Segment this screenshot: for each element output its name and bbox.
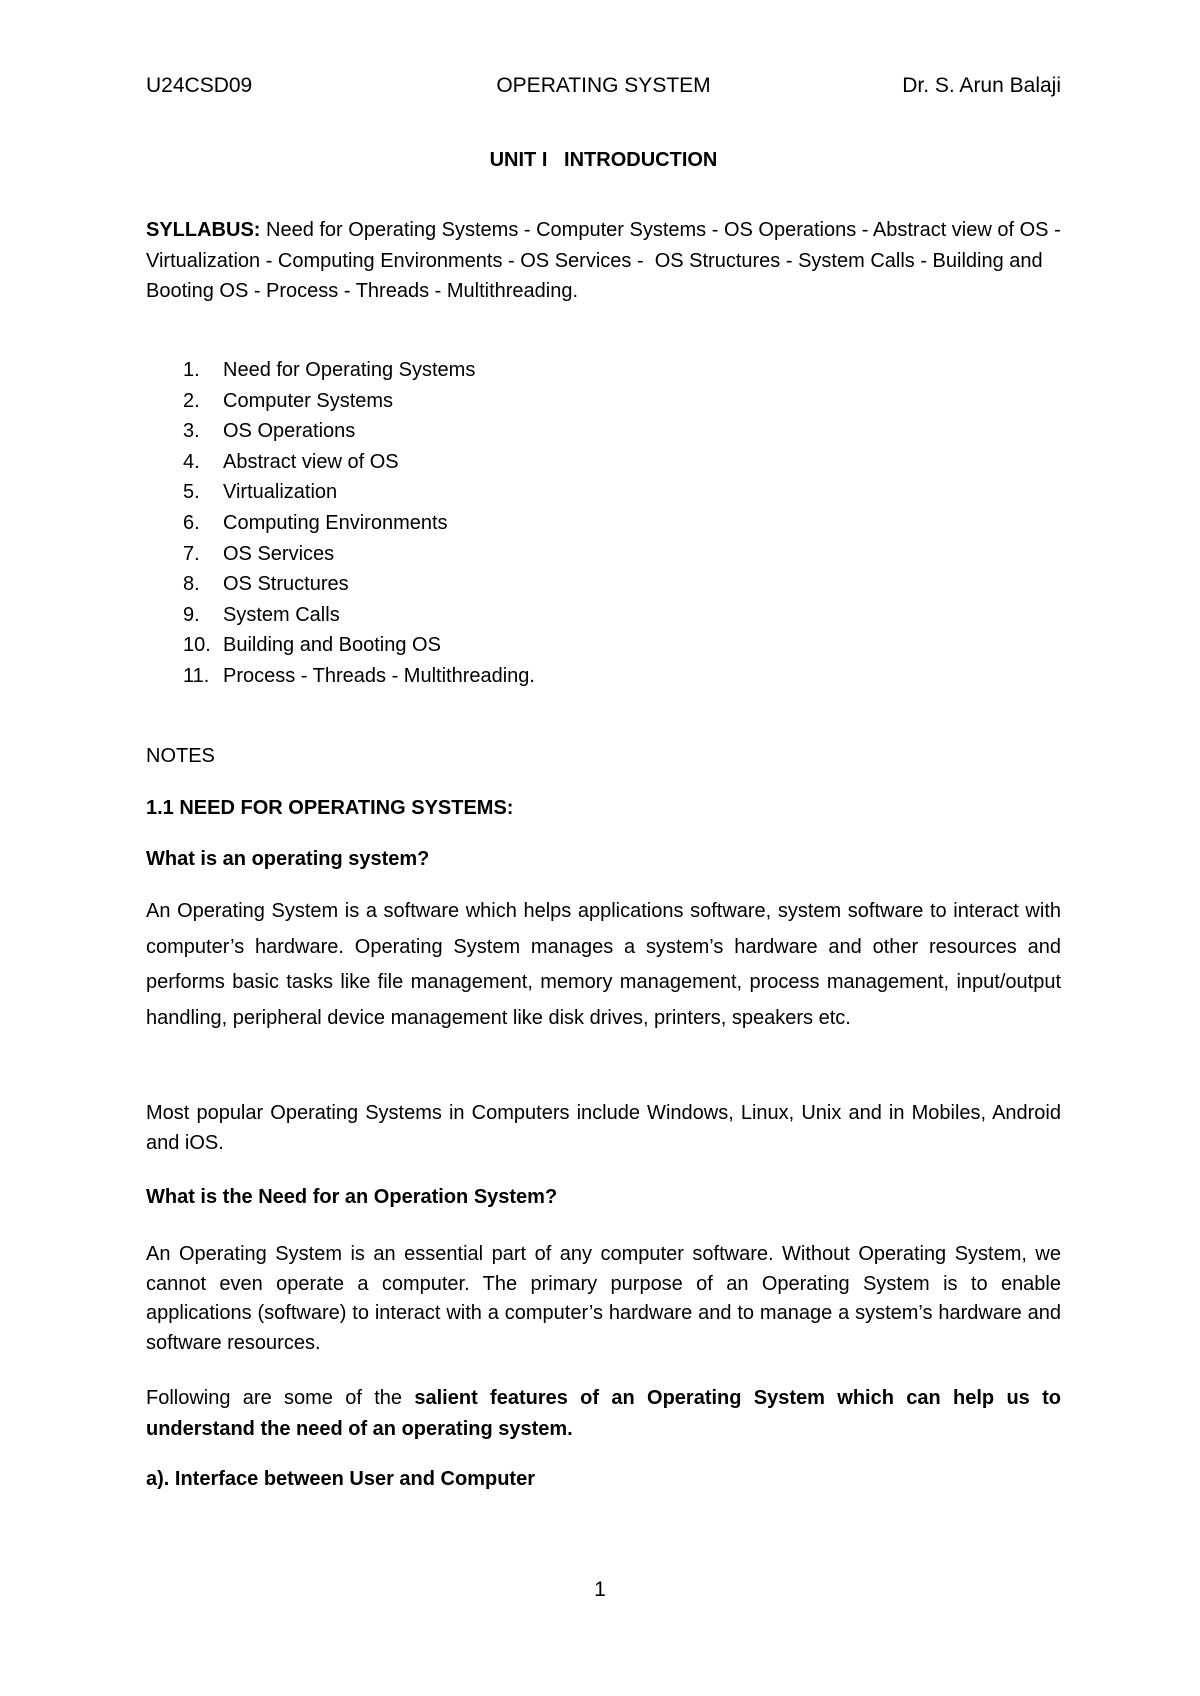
list-item: [183, 661, 535, 692]
list-item: [183, 569, 535, 600]
question-heading: What is an operating system?: [146, 848, 430, 870]
list-item-number: 8.: [183, 573, 200, 596]
list-item-number: 7.: [183, 542, 200, 565]
list-item: [183, 539, 535, 570]
list-item-label: Need for Operating Systems: [223, 359, 476, 381]
list-item-label: Abstract view of OS: [223, 450, 399, 473]
list-item-number: 6.: [183, 511, 200, 534]
list-item: [183, 386, 535, 417]
list-item: [183, 416, 535, 447]
list-item-number: 4.: [183, 450, 200, 473]
unit-title: UNIT I INTRODUCTION: [489, 149, 718, 171]
list-item-number: 5.: [183, 481, 200, 504]
list-item: [183, 600, 535, 631]
list-item-label: Computer Systems: [223, 389, 394, 412]
list-item-number: 3.: [183, 420, 200, 443]
features-intro-paragraph: [146, 1383, 1061, 1444]
list-item-number: 11.: [183, 664, 210, 687]
page-header: [146, 74, 1061, 104]
list-item-label: Computing Environments: [223, 511, 448, 534]
definition-paragraph: An Operating System is a software which helps applications software, system software to interact with computer’s hardware. Operating System manages a system’s hardware and other resources and performs basic tasks like file management, memory management, process management, input/output handling, peripheral device management like disk drives, printers, speakers etc.: [146, 900, 1061, 1029]
features-intro-lead: Following are some of the: [146, 1387, 415, 1409]
sub-heading: a). Interface between User and Computer: [146, 1468, 535, 1490]
list-item: [183, 630, 535, 661]
list-item-label: System Calls: [223, 603, 340, 626]
list-item-label: Process - Threads - Multithreading.: [223, 664, 535, 687]
course-title: OPERATING SYSTEM: [496, 74, 711, 97]
syllabus-paragraph: [146, 215, 1067, 307]
list-item-label: Virtualization: [223, 481, 338, 504]
list-item: [183, 508, 535, 539]
topic-list: [183, 355, 535, 692]
list-item-number: 1.: [183, 359, 200, 381]
need-paragraph: An Operating System is an essential part of any computer software. Without Operating System, we cannot even operate a computer. The primary purpose of an Operating System is to enable applications (software) to interact with a computer’s hardware and to manage a system’s hardware and software resources.: [146, 1243, 1061, 1354]
list-item-label: OS Structures: [223, 573, 349, 596]
notes-label: NOTES: [146, 745, 215, 767]
popular-os-paragraph: Most popular Operating Systems in Computers include Windows, Linux, Unix and in Mobiles, Android and iOS.: [146, 1102, 1061, 1154]
author-name: Dr. S. Arun Balaji: [902, 74, 1061, 97]
list-item-label: OS Operations: [223, 420, 356, 443]
course-code: U24CSD09: [146, 74, 253, 97]
list-item: [183, 355, 535, 386]
list-item-label: Building and Booting OS: [223, 634, 441, 657]
syllabus-label: SYLLABUS:: [146, 219, 261, 241]
list-item-label: OS Services: [223, 542, 335, 565]
page-number: 1: [594, 1578, 606, 1601]
list-item-number: 10.: [183, 634, 211, 657]
section-heading: 1.1 NEED FOR OPERATING SYSTEMS:: [146, 797, 514, 819]
list-item: [183, 477, 535, 508]
list-item-number: 9.: [183, 603, 200, 626]
syllabus-text: Need for Operating Systems - Computer Systems - OS Operations - Abstract view of OS - Virtualization - Computing Environments - OS Services - OS Structures - System Calls - Building and Booting OS - Process - Threads - Multithreading.: [146, 219, 1067, 302]
features-intro-emphasis: salient features of an Operating System which can help us to understand the need of an operating system.: [146, 1387, 1062, 1440]
list-item-number: 2.: [183, 389, 200, 412]
list-item: [183, 447, 535, 478]
question-heading: What is the Need for an Operation System?: [146, 1186, 558, 1208]
